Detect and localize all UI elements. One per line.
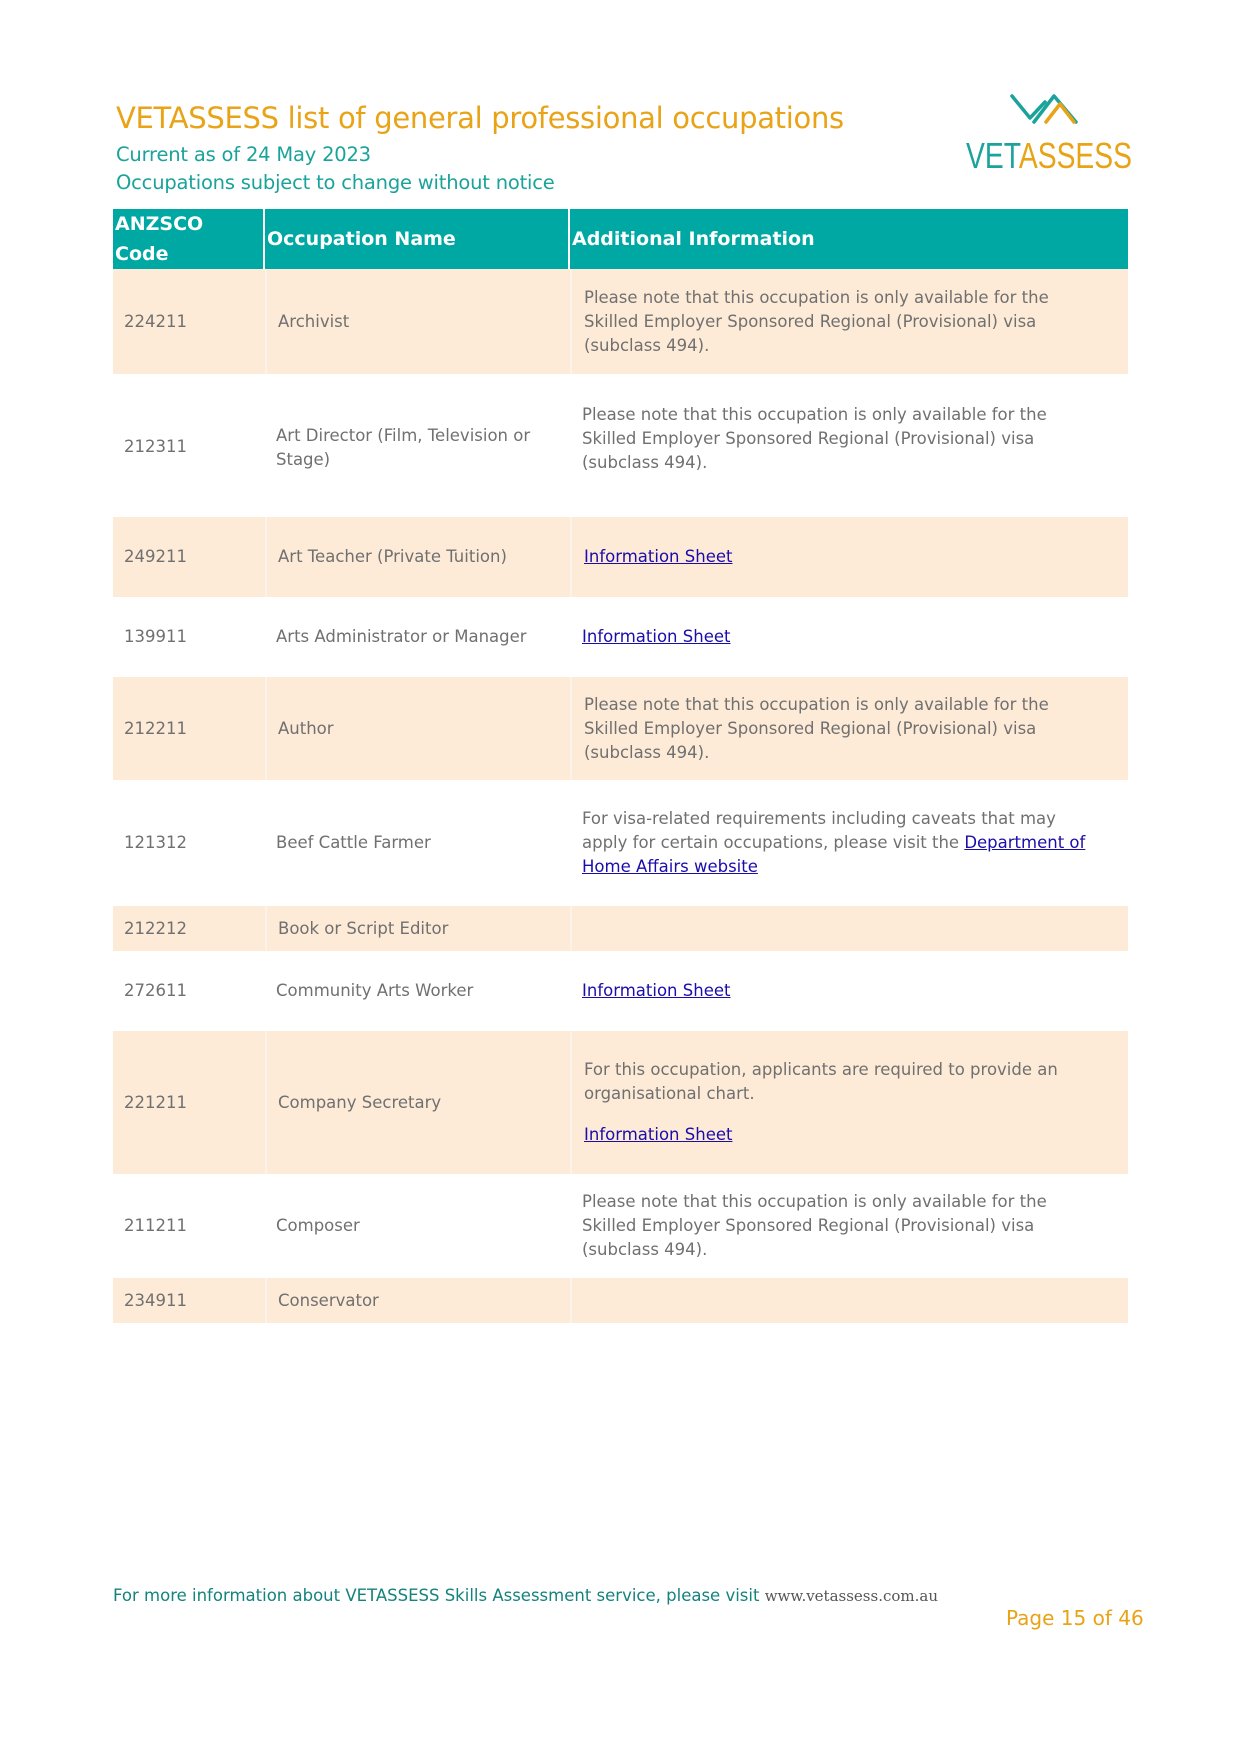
info-text: For this occupation, applicants are required to provide an organisational chart. <box>584 1060 1058 1103</box>
cell-info: Please note that this occupation is only available for the Skilled Employer Sponsored Regional (Provisional) visa (subclass 494). <box>582 405 1047 472</box>
header-occupation-name: Occupation Name <box>265 209 570 269</box>
cell-info <box>570 780 1128 906</box>
cell-info: Please note that this occupation is only available for the Skilled Employer Sponsored Regional (Provisional) visa (subclass 494). <box>570 269 1128 374</box>
cell-occupation: Beef Cattle Farmer <box>276 833 431 852</box>
information-sheet-link[interactable]: Information Sheet <box>582 981 731 1000</box>
cell-info <box>570 1278 1128 1323</box>
cell-code: 272611 <box>124 981 187 1000</box>
cell-occupation: Conservator <box>265 1278 570 1323</box>
information-sheet-link[interactable]: Information Sheet <box>584 1125 733 1144</box>
table-row <box>113 517 1128 597</box>
subtitle-date: Current as of 24 May 2023 <box>116 143 371 166</box>
cell-occupation: Community Arts Worker <box>276 981 474 1000</box>
footer-text: For more information about VETASSESS Skills Assessment service, please visit <box>113 1586 760 1605</box>
cell-occupation: Arts Administrator or Manager <box>276 627 527 646</box>
footer-note <box>113 1586 938 1605</box>
cell-info <box>570 906 1128 951</box>
page-number: Page 15 of 46 <box>1006 1606 1144 1630</box>
cell-info <box>570 1031 1128 1174</box>
cell-info <box>570 517 1128 597</box>
cell-occupation: Art Teacher (Private Tuition) <box>265 517 570 597</box>
table-row <box>113 677 1128 780</box>
home-affairs-link[interactable]: Department of Home Affairs website <box>582 833 1086 876</box>
cell-code: 121312 <box>124 833 187 852</box>
header-anzsco-code: ANZSCO Code <box>113 209 265 269</box>
table-row <box>113 780 1128 906</box>
table-row <box>113 1174 1128 1278</box>
svg-text:VETASSESS <box>966 135 1163 176</box>
cell-occupation: Company Secretary <box>265 1031 570 1174</box>
cell-occupation: Book or Script Editor <box>265 906 570 951</box>
cell-info <box>570 951 1128 1031</box>
cell-info: Please note that this occupation is only available for the Skilled Employer Sponsored Regional (Provisional) visa (subclass 494). <box>582 1192 1047 1259</box>
cell-occupation: Archivist <box>265 269 570 374</box>
page-title: VETASSESS list of general professional occupations <box>116 101 844 135</box>
header-additional-information: Additional Information <box>570 209 1128 269</box>
cell-code: 234911 <box>113 1278 265 1323</box>
table-row <box>113 1278 1128 1323</box>
table-row <box>113 269 1128 374</box>
cell-code: 212311 <box>124 437 187 456</box>
cell-code: 224211 <box>113 269 265 374</box>
occupations-table <box>113 209 1128 1323</box>
table-row <box>113 951 1128 1031</box>
cell-code: 249211 <box>113 517 265 597</box>
table-row <box>113 1031 1128 1174</box>
cell-code: 212212 <box>113 906 265 951</box>
cell-code: 211211 <box>124 1216 187 1235</box>
table-header-row <box>113 209 1128 269</box>
cell-occupation: Author <box>265 677 570 780</box>
info-text: For visa-related requirements including caveats that may apply for certain occupations, please visit the <box>582 809 1056 852</box>
logo-text-assess: ASSESS <box>1018 135 1163 176</box>
logo-text-vet: VET <box>966 135 1034 176</box>
cell-code: 212211 <box>113 677 265 780</box>
cell-info <box>570 597 1128 677</box>
table-row <box>113 597 1128 677</box>
cell-code: 139911 <box>124 627 187 646</box>
cell-occupation: Composer <box>276 1216 360 1235</box>
table-row <box>113 906 1128 951</box>
cell-info: Please note that this occupation is only available for the Skilled Employer Sponsored Regional (Provisional) visa (subclass 494). <box>570 677 1128 780</box>
cell-occupation: Art Director (Film, Television or Stage) <box>276 426 531 469</box>
information-sheet-link[interactable]: Information Sheet <box>584 547 733 566</box>
information-sheet-link[interactable]: Information Sheet <box>582 627 731 646</box>
footer-url: www.vetassess.com.au <box>764 1587 938 1605</box>
subtitle-notice: Occupations subject to change without notice <box>116 171 555 194</box>
vetassess-logo <box>962 88 1163 180</box>
cell-code: 221211 <box>113 1031 265 1174</box>
table-row <box>113 374 1128 517</box>
